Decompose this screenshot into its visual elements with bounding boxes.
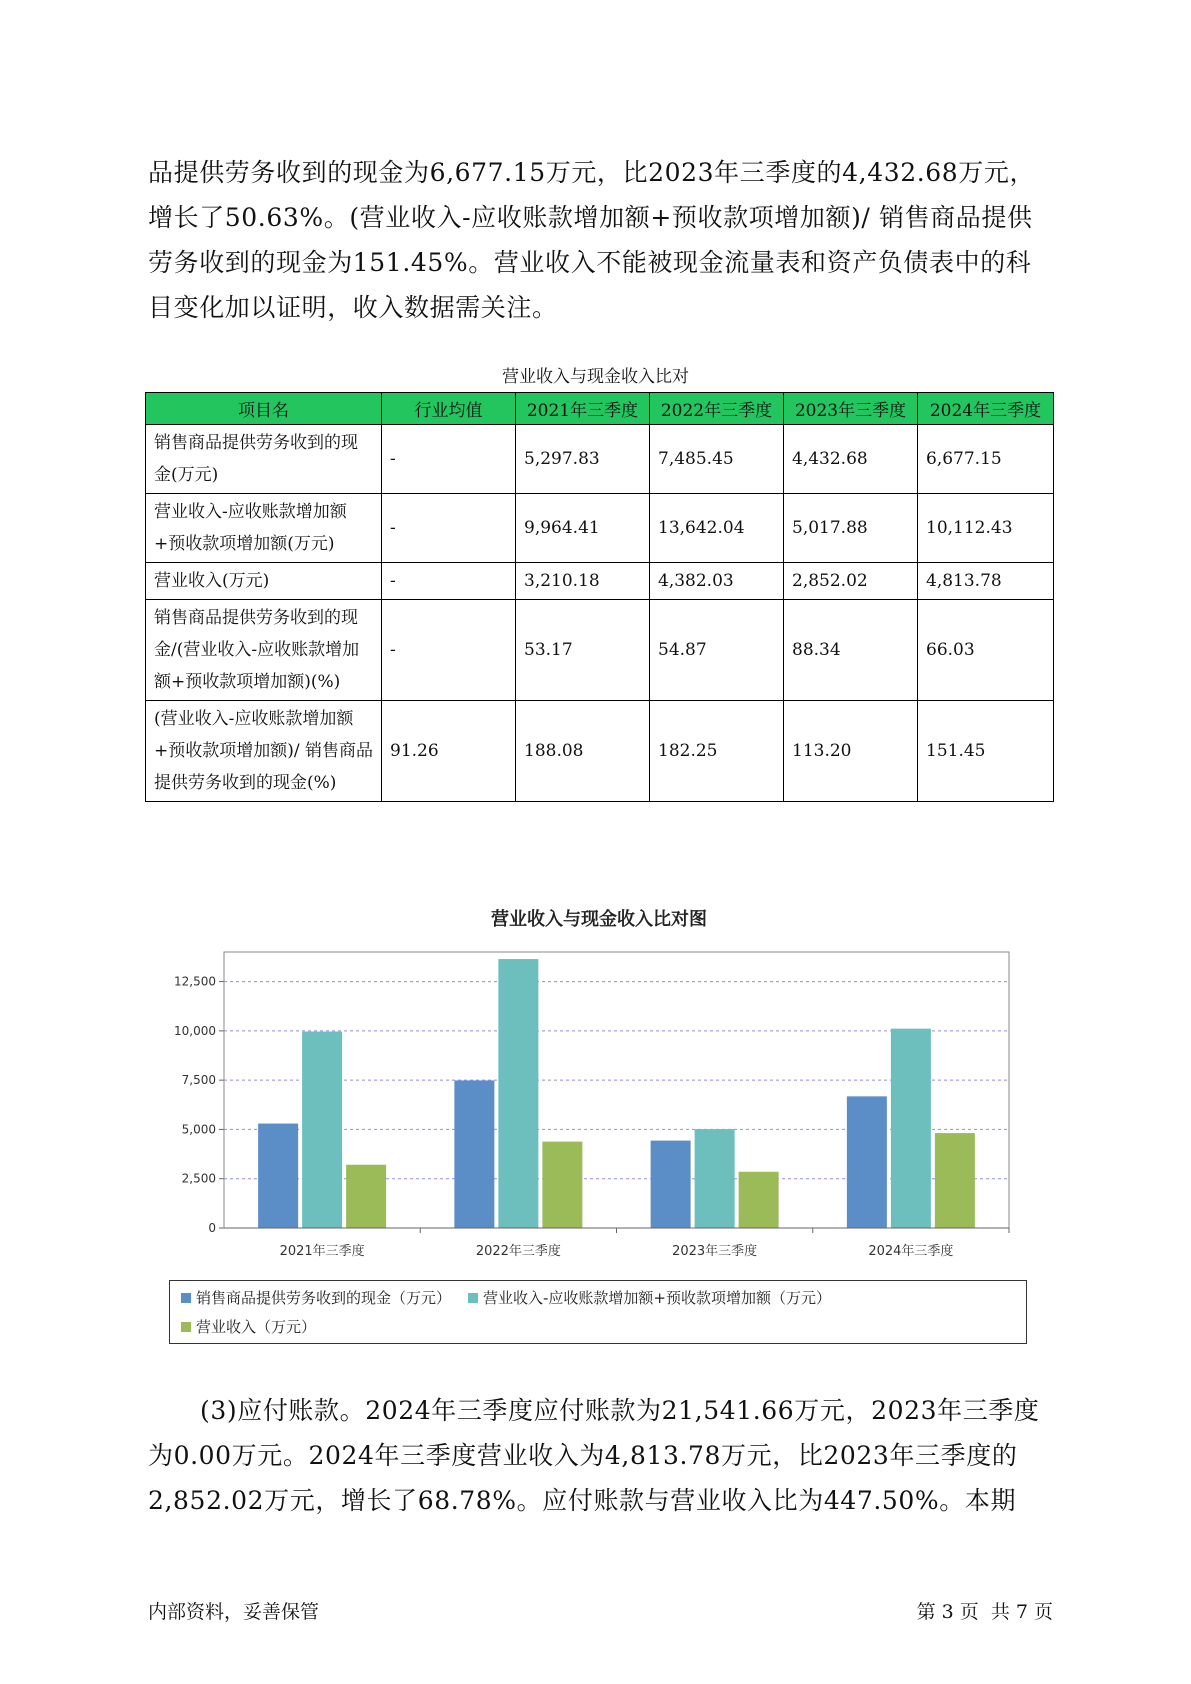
bar-3-1	[346, 1165, 386, 1228]
bar-2-3	[695, 1129, 735, 1228]
cell: 4,813.78	[918, 563, 1054, 600]
cell: 66.03	[918, 600, 1054, 701]
cell: 54.87	[650, 600, 784, 701]
x-tick-label: 2023年三季度	[672, 1244, 758, 1259]
cell: 182.25	[650, 701, 784, 802]
cell: 9,964.41	[516, 494, 650, 563]
bar-chart	[145, 898, 1053, 1348]
y-tick-label: 12,500	[174, 974, 216, 989]
legend-swatch	[181, 1293, 191, 1303]
legend-label: 销售商品提供劳务收到的现金（万元）	[196, 1289, 452, 1307]
paragraph-bottom	[148, 1388, 1053, 1523]
x-tick-label: 2021年三季度	[279, 1244, 365, 1259]
header-2024q3: 2024年三季度	[918, 393, 1054, 425]
cell: -	[382, 563, 516, 600]
bar-1-4	[847, 1096, 887, 1228]
y-tick-label: 10,000	[174, 1023, 216, 1038]
cell: 5,297.83	[516, 425, 650, 494]
row-label: (营业收入-应收账款增加额+预收款项增加额)/ 销售商品提供劳务收到的现金(%)	[146, 701, 382, 802]
paragraph-top: 品提供劳务收到的现金为6,677.15万元，比2023年三季度的4,432.68万元，增长了50.63%。(营业收入-应收账款增加额+预收款项增加额)/ 销售商品提供劳务收到的现金为151.45%。营业收入不能被现金流量表和资产负债表中的科目变化加以证明，收入数据需关注。	[148, 158, 1036, 322]
cell: 91.26	[382, 701, 516, 802]
header-2022q3: 2022年三季度	[650, 393, 784, 425]
table-row	[146, 494, 1054, 563]
cell: 53.17	[516, 600, 650, 701]
cell: 113.20	[784, 701, 918, 802]
row-label: 销售商品提供劳务收到的现金(万元)	[146, 425, 382, 494]
cell: 6,677.15	[918, 425, 1054, 494]
table-row	[146, 563, 1054, 600]
bar-2-4	[891, 1029, 931, 1228]
y-tick-label: 2,500	[181, 1171, 216, 1186]
cell: 151.45	[918, 701, 1054, 802]
bar-2-1	[302, 1032, 342, 1228]
y-tick-label: 0	[208, 1221, 216, 1235]
bar-3-4	[935, 1133, 975, 1228]
header-item-name: 项目名	[146, 393, 382, 425]
cell: 13,642.04	[650, 494, 784, 563]
chart-legend	[169, 1280, 1027, 1344]
header-2021q3: 2021年三季度	[516, 393, 650, 425]
y-tick-label: 5,000	[181, 1122, 216, 1137]
cell: 2,852.02	[784, 563, 918, 600]
table-header-row	[146, 393, 1054, 425]
footer-confidential: 内部资料，妥善保管	[148, 1601, 320, 1623]
x-tick-label: 2024年三季度	[868, 1244, 954, 1259]
cell: 5,017.88	[784, 494, 918, 563]
chart-title: 营业收入与现金收入比对图	[491, 909, 707, 930]
table-row	[146, 701, 1054, 802]
cell: 3,210.18	[516, 563, 650, 600]
cell: 4,382.03	[650, 563, 784, 600]
cell: 4,432.68	[784, 425, 918, 494]
legend-item	[468, 1287, 831, 1308]
row-label: 营业收入-应收账款增加额+预收款项增加额(万元)	[146, 494, 382, 563]
legend-item	[181, 1316, 316, 1337]
legend-label: 营业收入-应收账款增加额+预收款项增加额（万元）	[483, 1289, 831, 1307]
row-label: 营业收入(万元)	[146, 563, 382, 600]
comparison-table	[145, 392, 1054, 802]
table-caption: 营业收入与现金收入比对	[502, 367, 689, 387]
table-row	[146, 425, 1054, 494]
bar-1-1	[258, 1124, 298, 1228]
cell: -	[382, 494, 516, 563]
legend-label: 营业收入（万元）	[196, 1318, 317, 1336]
header-2023q3: 2023年三季度	[784, 393, 918, 425]
legend-swatch	[468, 1293, 478, 1303]
x-tick-label: 2022年三季度	[475, 1244, 561, 1259]
cell: 188.08	[516, 701, 650, 802]
cell: 7,485.45	[650, 425, 784, 494]
bar-3-3	[739, 1172, 779, 1228]
cell: 10,112.43	[918, 494, 1054, 563]
bar-1-2	[454, 1080, 494, 1228]
footer-page-number: 第 3 页 共 7 页	[916, 1601, 1053, 1623]
legend-swatch	[181, 1322, 191, 1332]
bar-1-3	[651, 1141, 691, 1228]
chart-canvas	[145, 898, 1053, 1278]
paragraph-bottom-text: (3)应付账款。2024年三季度应付账款为21,541.66万元，2023年三季度为0.00万元。2024年三季度营业收入为4,813.78万元，比2023年三季度的2,852.02万元，增长了68.78%。应付账款与营业收入比为447.50%。本期	[148, 1396, 1040, 1515]
bar-2-2	[498, 959, 538, 1228]
legend-item	[181, 1287, 451, 1308]
table-row	[146, 600, 1054, 701]
row-label: 销售商品提供劳务收到的现金/(营业收入-应收账款增加额+预收款项增加额)(%)	[146, 600, 382, 701]
header-industry-avg: 行业均值	[382, 393, 516, 425]
y-tick-label: 7,500	[181, 1073, 216, 1088]
cell: -	[382, 425, 516, 494]
bar-3-2	[542, 1142, 582, 1228]
cell: 88.34	[784, 600, 918, 701]
cell: -	[382, 600, 516, 701]
